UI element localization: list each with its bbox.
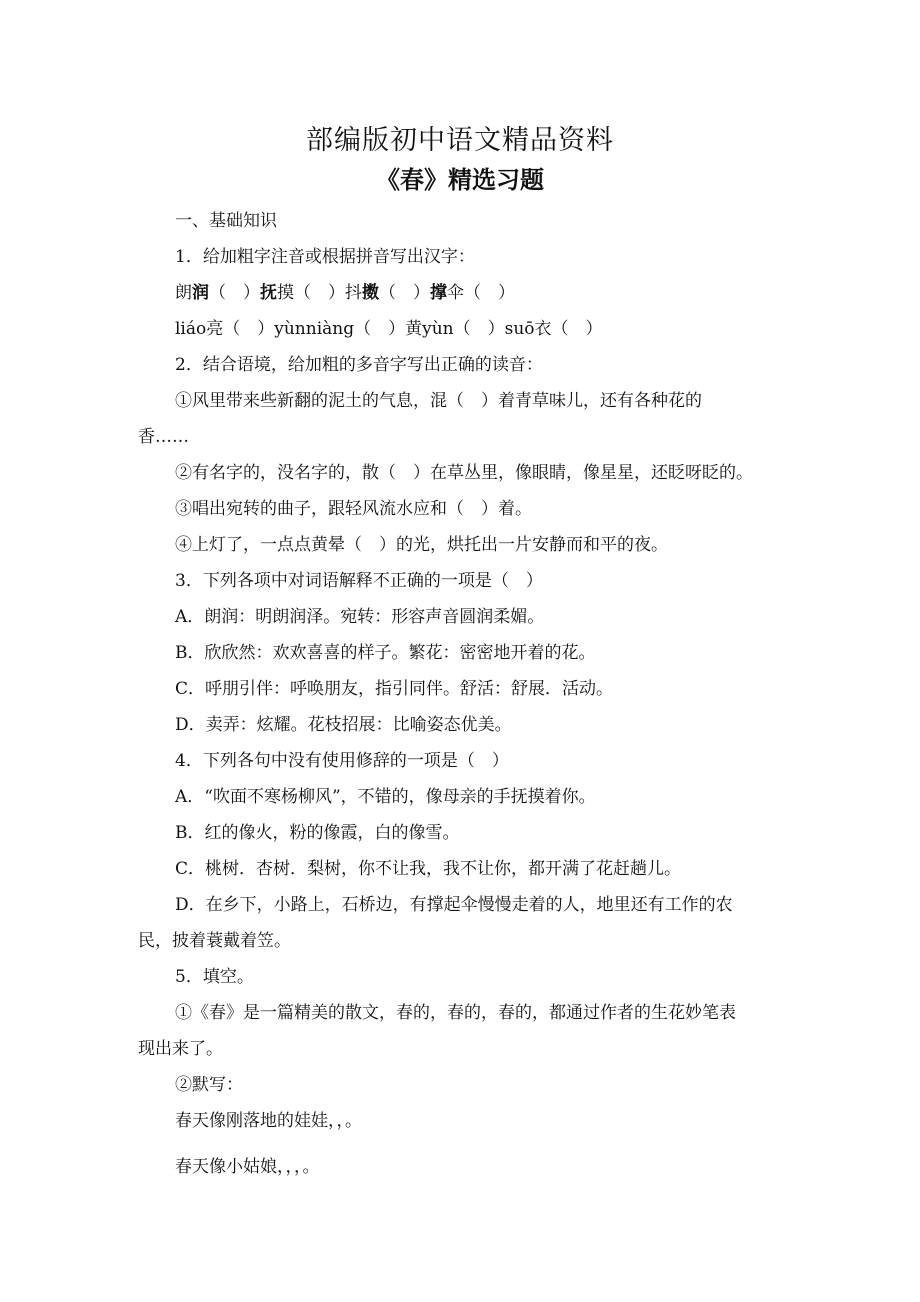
q2-sentence-3: ③唱出宛转的曲子，跟轻风流水应和（ ）着。 xyxy=(175,499,532,519)
q4-option-c: C．桃树．杏树．梨树，你不让我，我不让你，都开满了花赶趟儿。 xyxy=(175,859,682,879)
q1-item: 抖擞（ ） xyxy=(345,283,430,303)
q1-row1 xyxy=(175,282,515,304)
section-heading: 一、基础知识 xyxy=(175,211,277,231)
q2-prompt: 2．结合语境，给加粗的多音字写出正确的读音： xyxy=(175,355,543,375)
q3-prompt: 3．下列各项中对词语解释不正确的一项是（ ） xyxy=(175,571,543,591)
q4-option-d: D．在乡下，小路上，石桥边，有撑起伞慢慢走着的人，地里还有工作的农 xyxy=(175,895,733,915)
q5-item-1-cont: 现出来了。 xyxy=(138,1039,223,1059)
q1-item: 撑伞（ ） xyxy=(430,283,515,303)
page-title: 部编版初中语文精品资料 xyxy=(306,125,614,156)
q2-sentence-1: ①风里带来些新翻的泥土的气息，混（ ）着青草味儿，还有各种花的 xyxy=(175,391,702,411)
q3-option-b: B．欣欣然：欢欢喜喜的样子。繁花：密密地开着的花。 xyxy=(175,643,596,663)
q3-option-a: A．朗润：明朗润泽。宛转：形容声音圆润柔媚。 xyxy=(175,607,545,627)
q1-prompt: 1．给加粗字注音或根据拼音写出汉字： xyxy=(175,247,475,267)
q5-item-2: ②默写： xyxy=(175,1075,243,1095)
q1-item: 朗润（ ） xyxy=(175,283,260,303)
q5-recite-2: 春天像小姑娘，，，。 xyxy=(175,1157,320,1177)
q4-option-b: B．红的像火，粉的像霞，白的像雪。 xyxy=(175,823,460,843)
q1-item: 抚摸（ ） xyxy=(260,283,345,303)
q2-sentence-1-cont: 香…… xyxy=(138,427,189,447)
q5-item-1: ①《春》是一篇精美的散文，春的，春的，春的，都通过作者的生花妙笔表 xyxy=(175,1003,736,1023)
q2-sentence-4: ④上灯了，一点点黄晕（ ）的光，烘托出一片安静而和平的夜。 xyxy=(175,535,668,555)
q1-row2: liáo亮（ ）yùnniàng（ ）黄yùn（ ）suō衣（ ） xyxy=(175,319,603,339)
q3-option-d: D．卖弄：炫耀。花枝招展：比喻姿态优美。 xyxy=(175,715,512,735)
page-subtitle: 《春》精选习题 xyxy=(376,165,544,194)
q4-prompt: 4．下列各句中没有使用修辞的一项是（ ） xyxy=(175,751,509,771)
q5-prompt: 5．填空。 xyxy=(175,967,254,987)
q4-option-a: A．“吹面不寒杨柳风”，不错的，像母亲的手抚摸着你。 xyxy=(175,787,596,807)
q3-option-c: C．呼朋引伴：呼唤朋友，指引同伴。舒活：舒展．活动。 xyxy=(175,679,614,699)
q2-sentence-2: ②有名字的，没名字的，散（ ）在草丛里，像眼睛，像星星，还眨呀眨的。 xyxy=(175,463,753,483)
q5-recite-1: 春天像刚落地的娃娃，，。 xyxy=(175,1111,362,1131)
q4-option-d-cont: 民，披着蓑戴着笠。 xyxy=(138,931,291,951)
